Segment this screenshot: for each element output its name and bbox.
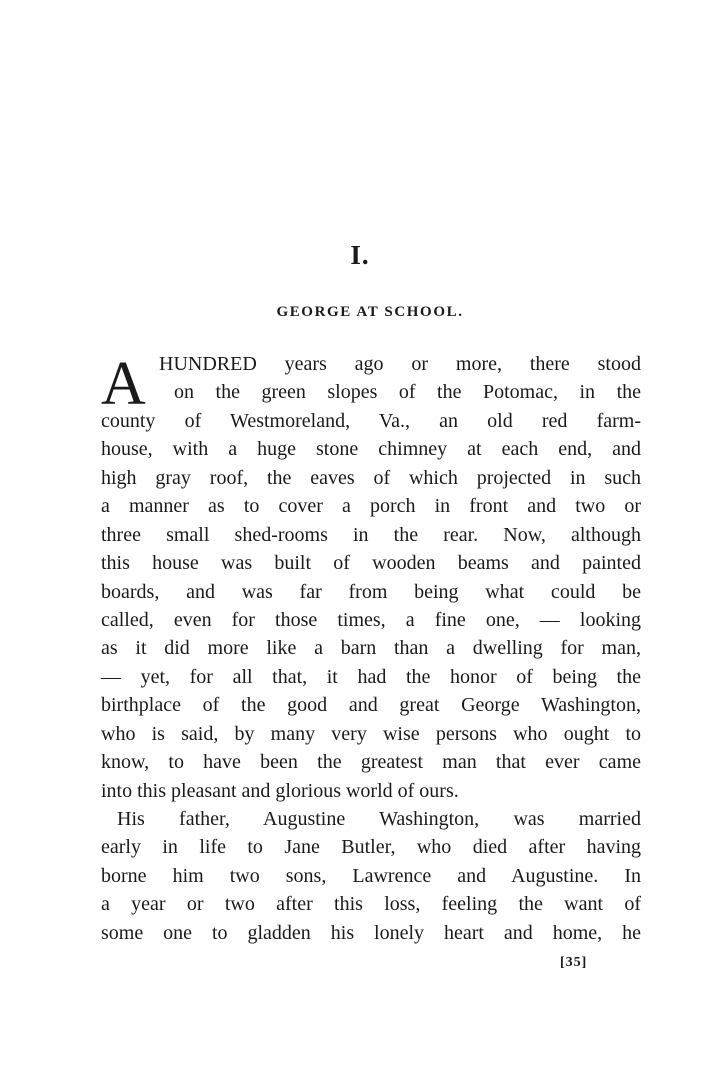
chapter-title: GEORGE AT SCHOOL. bbox=[276, 304, 464, 320]
drop-cap: A bbox=[101, 350, 146, 418]
text-line: county of Westmoreland, Va., an old red farm- bbox=[101, 409, 641, 432]
text-line: three small shed-rooms in the rear. Now, although bbox=[101, 523, 641, 546]
text-line: some one to gladden his lonely heart and home, he bbox=[101, 921, 641, 944]
text-line: high gray roof, the eaves of which projected in such bbox=[101, 466, 641, 489]
text-line: birthplace of the good and great George Washington, bbox=[101, 694, 641, 717]
text-line: know, to have been the greatest man that ever came bbox=[101, 751, 641, 774]
text-line: this house was built of wooden beams and painted bbox=[101, 552, 641, 575]
text-line: HUNDRED years ago or more, there stood bbox=[159, 353, 641, 375]
text-line: as it did more like a barn than a dwelling for man, bbox=[101, 637, 641, 660]
text-line: a year or two after this loss, feeling the want of bbox=[101, 893, 641, 916]
text-line: who is said, by many very wise persons who ought to bbox=[101, 722, 641, 745]
text-line: — yet, for all that, it had the honor of being the bbox=[101, 665, 641, 688]
text-line: a manner as to cover a porch in front and two or bbox=[101, 495, 641, 518]
body-text bbox=[101, 350, 641, 947]
text-line: house, with a huge stone chimney at each end, and bbox=[101, 438, 641, 461]
text-line: boards, and was far from being what could be bbox=[101, 580, 641, 603]
text-line: His father, Augustine Washington, was married bbox=[117, 808, 641, 830]
text-line: into this pleasant and glorious world of ours. bbox=[101, 779, 459, 802]
text-line: borne him two sons, Lawrence and Augustine. In bbox=[101, 864, 641, 887]
text-line: called, even for those times, a fine one, — looking bbox=[101, 608, 641, 631]
text-line: on the green slopes of the Potomac, in the bbox=[174, 381, 641, 404]
page-number: [35] bbox=[560, 955, 588, 970]
text-line: early in life to Jane Butler, who died after having bbox=[101, 836, 641, 859]
chapter-number: I. bbox=[350, 240, 370, 270]
